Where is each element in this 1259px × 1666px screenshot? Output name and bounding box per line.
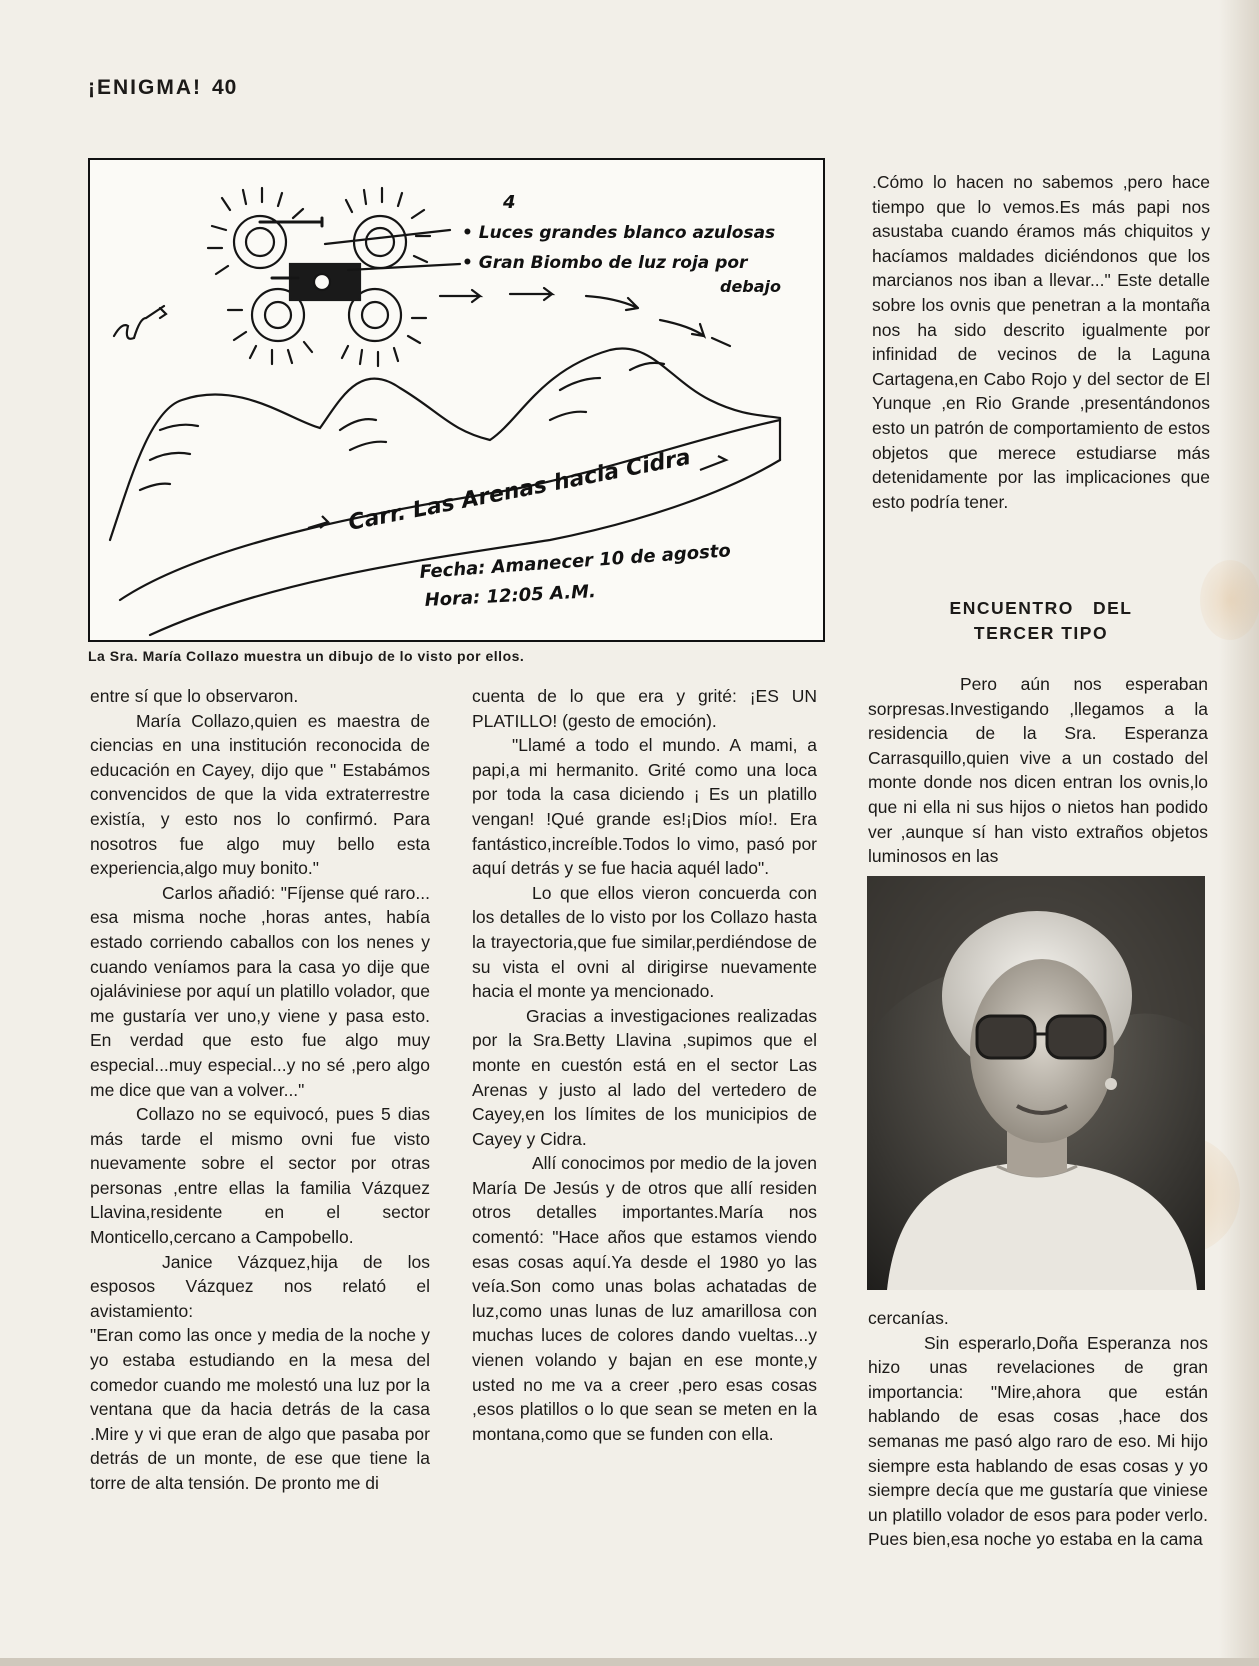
sketch-date-label: Fecha: Amanecer 10 de agosto: [418, 540, 732, 583]
paragraph: Lo que ellos vieron concuerda con los detalles de lo visto por los Collazo hasta la trayectoria,que fue similar,perdiéndose de su vista el ovni al dirigirse nuevamente hacia el monte ya mencionado.: [472, 882, 817, 1002]
paragraph: Gracias a investigaciones realizadas por la Sra.Betty Llavina ,supimos que el monte en cuestón está en el sector Las Arenas y justo al lado del vertedero de Cayey,en los límites de los municipios de Cayey y Cidra.: [472, 1005, 817, 1149]
paragraph: Allí conocimos por medio de la joven María De Jesús y de otros que allí residen otros detalles importantes.María nos comentó: "Hace años que estamos viendo esas cosas aquí.Ya desde el 1980 yo las veía.Son como unas bolas achatadas de luz,como unas lunas de luz amarillosa con muchas luces de colores dando vueltas...y vienen volando y bajan en ese monte,y usted no me va a creer ,pero esas cosas ,esos platillos o lo que sean se meten en la montana,como que se funden con ella.: [472, 1153, 818, 1444]
sketch-note-line2: • Gran Biombo de luz roja por: [462, 253, 748, 273]
article-column-3-top: [872, 170, 1210, 514]
sketch-figure: [88, 158, 825, 642]
paragraph: María Collazo,quien es maestra de ciencias en una institución reconocida de educación en Cayey, dijo que " Estabámos convencidos de que la vida extraterrestre existía, y esto nos lo confirmó. Para nosotros fue algo muy bello esta experiencia,algo muy bonito.": [90, 710, 430, 879]
ufo-light-circle: [208, 188, 303, 274]
portrait-photo: [867, 876, 1205, 1290]
sketch-drawing: [90, 160, 823, 640]
ufo-light-circle: [346, 188, 430, 268]
paragraph: Collazo no se equivocó, pues 5 dias más tarde el mismo ovni fue visto nuevamente sobre el sector por otras personas ,entre ellas la familia Vázquez Llavina,residente en el sector Monticello,cercano a Campobello.: [90, 1104, 430, 1248]
subheading-line: TERCER TIPO: [973, 623, 1109, 643]
magazine-title: ¡ENIGMA!: [88, 76, 202, 99]
paragraph: entre sí que lo observaron.: [90, 686, 299, 706]
figure-caption: La Sra. María Collazo muestra un dibujo de lo visto por ellos.: [88, 648, 525, 664]
sketch-note-count: 4: [503, 192, 516, 213]
subheading-line: ENCUENTRO DEL: [949, 598, 1133, 618]
paragraph: Sin esperarlo,Doña Esperanza nos hizo unas revelaciones de gran importancia: "Mire,ahora que están hablando de esas cosas ,hace dos semanas me pasó algo raro de eso. Mi hijo siempre esta hablando de esas cosas y yo siempre decía que me gustaría que viniese un platillo volador de esos para poder verlo. Pues bien,esa noche yo estaba en la cama: [868, 1332, 1208, 1550]
page-number: 40: [212, 76, 238, 99]
article-column-1: [90, 684, 430, 1496]
article-column-3-bottom: [868, 1306, 1208, 1552]
paragraph: "Llamé a todo el mundo. A mami, a papi,a mi hermanito. Grité como una loca por toda la casa diciendo ¡ Es un platillo vengan! !Qué grande es!¡Dios mío!. Era fantástico,increíble.Todos lo vimo, pasó por aquí detrás y se fue hacia aquél lado".: [472, 735, 817, 879]
sketch-time-label: Hora: 12:05 A.M.: [424, 581, 597, 611]
sketch-note-line1: • Luces grandes blanco azulosas: [462, 223, 776, 243]
section-subheading: [872, 596, 1210, 646]
paragraph: .Cómo lo hacen no sabemos ,pero hace tiempo que lo vemos.Es más papi nos asustaba cuando éramos más chiquitos y hacíamos maldades diciéndonos que los marcianos nos iban a llevar..." Este detalle sobre los ovnis que penetran a la montaña nos ha sido descrito igualmente por infinidad de vecinos de la Laguna Cartagena,en Cabo Rojo y del sector de El Yunque ,en Rio Grande ,presentándonos esto un patrón de comportamiento de estos objetos que merece estudiarse más detenidamente por las implicaciones que esto podría tener.: [872, 172, 1210, 512]
article-column-3-middle: [868, 672, 1208, 869]
paragraph: "Eran como las once y media de la noche y yo estaba estudiando en la mesa del comedor cuando me molestó una luz por la ventana que da hacia detrás de la casa .Mire y vi que eran de algo que pasaba por detrás de un monte, de ese que tiene la torre de alta tensión. De pronto me di: [90, 1325, 430, 1493]
article-column-2: [472, 684, 817, 1446]
sketch-note-line3: debajo: [720, 277, 782, 296]
sketch-road-label: Carr. Las Arenas hacia Cidra: [346, 444, 693, 536]
paragraph: Carlos añadió: "Fíjense qué raro... esa misma noche ,horas antes, había estado corriendo caballos con los nenes y cuando veníamos para la casa yo dije que ojaláviniese por aquí un platillo volador, que me gustaría ver uno,y viene y pasa esto. En verdad que esto fue algo muy especial...muy especial...y no sé ,pero algo me dice que van a volver...": [90, 882, 430, 1100]
paragraph: Janice Vázquez,hija de los esposos Vázquez nos relató el avistamiento:: [90, 1251, 430, 1321]
magazine-header: [88, 76, 237, 100]
paragraph: cuenta de lo que era y grité: ¡ES UN PLATILLO! (gesto de emoción).: [472, 686, 817, 731]
paragraph: Pero aún nos esperaban sorpresas.Investigando ,llegamos a la residencia de la Sra. Esperanza Carrasquillo,quien vive a un costado del monte donde nos dicen entran los ovnis,lo que ni ella ni sus hijos o nietos han podido ver ,aunque sí han visto extraños objetos luminosos en las: [868, 674, 1208, 867]
page-bottom-edge: [0, 1658, 1259, 1666]
page-edge-shadow: [1219, 0, 1259, 1666]
paragraph: cercanías.: [868, 1308, 949, 1328]
